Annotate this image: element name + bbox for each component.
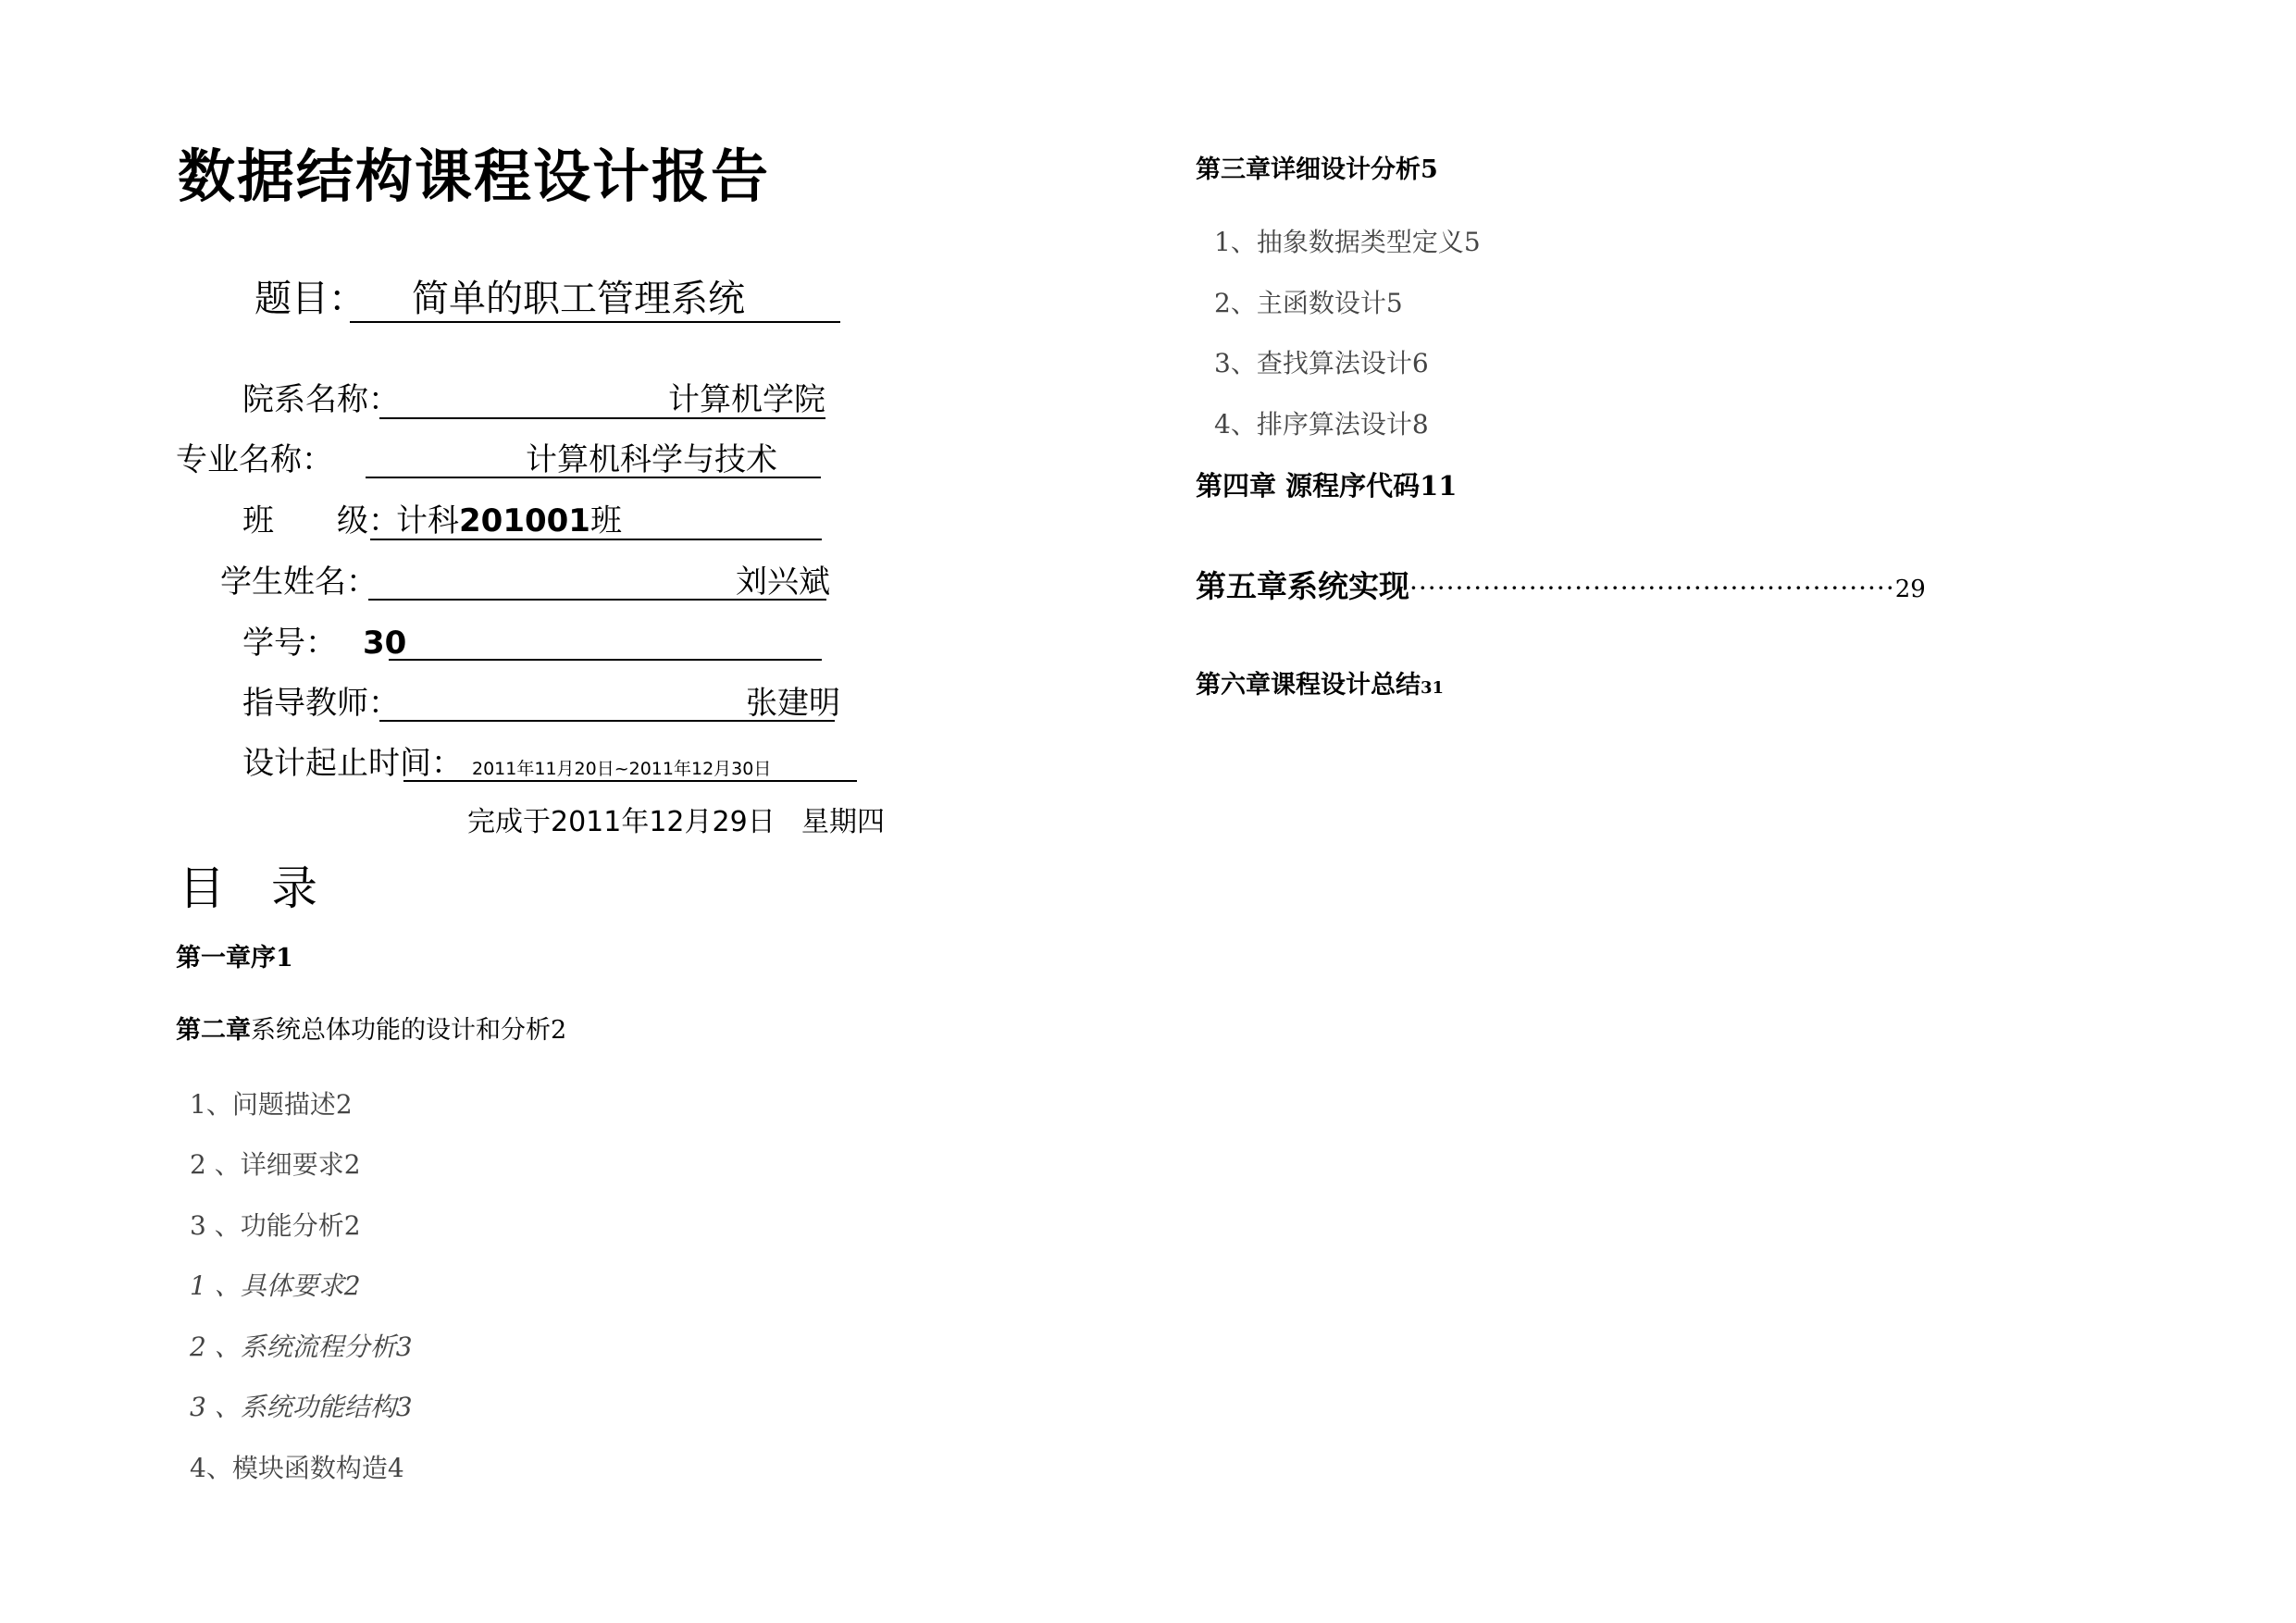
toc-item-requirements[interactable]: 2 、详细要求2 xyxy=(190,1149,361,1180)
toc-item-problem[interactable]: 1、问题描述2 xyxy=(190,1089,353,1120)
toc-chapter-6[interactable] xyxy=(1196,673,1444,698)
class-value-prefix: 计科 xyxy=(396,502,459,539)
toc-chapter-2[interactable] xyxy=(176,1018,566,1043)
student-id-label: 学号： xyxy=(242,625,337,662)
toc-item-structure[interactable]: 3 、系统功能结构3 xyxy=(190,1392,413,1422)
class-value-suffix: 班 xyxy=(590,502,622,539)
toc-chapter-3[interactable]: 第三章详细设计分析5 xyxy=(1196,155,1438,184)
department-value: 计算机学院 xyxy=(668,381,825,418)
topic-value: 简单的职工管理系统 xyxy=(412,278,745,320)
topic-label: 题目： xyxy=(254,278,366,320)
toc-item-function-analysis[interactable]: 3 、功能分析2 xyxy=(190,1210,361,1241)
student-name-value: 刘兴斌 xyxy=(736,564,830,601)
class-value-number: 201001 xyxy=(459,502,590,539)
toc-item-search[interactable]: 3、查找算法设计6 xyxy=(1214,348,1429,378)
toc-chapter-5[interactable] xyxy=(1196,568,1926,604)
design-period-label: 设计起止时间： xyxy=(242,745,463,782)
report-title: 数据结构课程设计报告 xyxy=(178,142,771,210)
toc-chapter-6-title: 第六章课程设计总结 xyxy=(1196,671,1421,700)
toc-chapter-5-leader: ····················································· xyxy=(1409,573,1895,603)
toc-heading: 目 录 xyxy=(179,861,317,915)
advisor-label: 指导教师： xyxy=(242,685,400,722)
major-value: 计算机科学与技术 xyxy=(526,441,777,478)
design-period-value: 2011年11月20日~2011年12月30日 xyxy=(472,759,772,779)
class-label: 班 级： xyxy=(242,502,400,539)
toc-chapter-6-page: 31 xyxy=(1421,678,1445,698)
student-id-value: 30 xyxy=(363,625,407,662)
toc-chapter-2-title: 系统总体功能的设计和分析2 xyxy=(251,1016,567,1045)
toc-chapter-5-title: 第五章系统实现 xyxy=(1196,568,1409,604)
toc-item-flow-analysis[interactable]: 2 、系统流程分析3 xyxy=(190,1332,413,1362)
completion-date: 完成于2011年12月29日 xyxy=(467,806,776,838)
student-name-label: 学生姓名： xyxy=(220,564,378,601)
design-period-underline xyxy=(403,780,857,782)
toc-item-specific-req[interactable]: 1 、具体要求2 xyxy=(190,1270,361,1301)
major-label: 专业名称： xyxy=(176,441,333,478)
toc-item-adt[interactable]: 1、抽象数据类型定义5 xyxy=(1214,227,1481,257)
toc-item-sort[interactable]: 4、排序算法设计8 xyxy=(1214,409,1429,440)
topic-underline xyxy=(350,321,840,323)
completion-weekday: 星期四 xyxy=(801,806,885,838)
toc-item-main-function[interactable]: 2、主函数设计5 xyxy=(1214,288,1403,318)
toc-chapter-5-page: 29 xyxy=(1894,576,1926,603)
toc-chapter-1[interactable]: 第一章序1 xyxy=(176,944,293,973)
advisor-value: 张建明 xyxy=(746,685,840,722)
toc-chapter-2-label: 第二章 xyxy=(176,1016,251,1045)
department-label: 院系名称： xyxy=(242,381,400,418)
toc-item-module-functions[interactable]: 4、模块函数构造4 xyxy=(190,1453,404,1483)
toc-chapter-4[interactable]: 第四章 源程序代码11 xyxy=(1196,470,1458,502)
student-id-underline xyxy=(389,659,822,661)
class-value xyxy=(396,502,622,539)
